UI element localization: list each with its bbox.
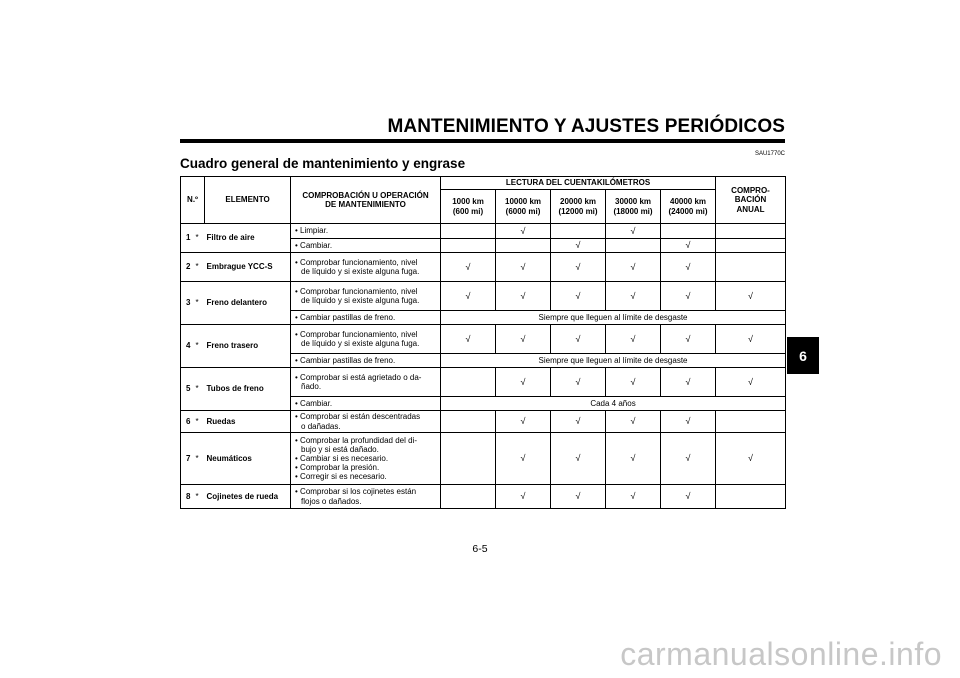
item-element: Embrague YCC-S [205,253,291,282]
check-mark: √ [606,325,661,354]
empty-cell [716,224,786,239]
table-row [181,253,786,282]
item-asterisk: * [196,433,205,485]
check-line: • Comprobar funcionamiento, nivel [295,257,418,267]
item-check-description [291,433,441,485]
header-km-2 [496,190,551,224]
check-mark: √ [551,282,606,311]
item-check-description [291,411,441,433]
header-km-1-a: 1000 km [452,197,484,207]
check-mark: √ [606,224,661,239]
check-line: • Comprobar la presión. [295,463,380,473]
check-line: • Comprobar funcionamiento, nivel [295,286,418,296]
check-mark: √ [441,253,496,282]
interval-note: Cada 4 años [441,397,786,411]
check-mark: √ [551,411,606,433]
check-mark: √ [551,253,606,282]
empty-cell [441,239,496,253]
item-number: 3 [181,282,196,325]
check-line: • Cambiar. [295,240,333,250]
empty-cell [551,224,606,239]
header-km-2-b: (6000 mi) [505,206,541,216]
chapter-tab: 6 [787,337,819,374]
interval-note: Siempre que lleguen al límite de desgaste [441,311,786,325]
check-mark: √ [441,325,496,354]
section-title: Cuadro general de mantenimiento y engrase [180,156,466,171]
check-line: • Cambiar pastillas de freno. [295,355,396,365]
check-mark: √ [496,433,551,485]
check-mark: √ [496,224,551,239]
item-check-description [291,311,441,325]
check-mark: √ [496,411,551,433]
table-row [181,433,786,485]
empty-cell [661,224,716,239]
empty-cell [716,485,786,509]
item-check-description [291,253,441,282]
table-row [181,224,786,239]
page-number: 6-5 [472,543,488,555]
item-number: 5 [181,368,196,411]
item-check-description [291,325,441,354]
check-mark: √ [661,411,716,433]
empty-cell [716,411,786,433]
header-num: N.º [181,177,205,224]
interval-note: Siempre que lleguen al límite de desgaste [441,354,786,368]
item-number: 4 [181,325,196,368]
header-odometer: LECTURA DEL CUENTAKILÓMETROS [441,177,716,190]
maintenance-table [180,176,786,509]
check-line: • Cambiar pastillas de freno. [295,312,396,322]
header-km-3-b: (12000 mi) [558,206,598,216]
page-header-title: MANTENIMIENTO Y AJUSTES PERIÓDICOS [387,116,785,137]
table-row [181,368,786,397]
header-annual-line1: COMPRO- [731,186,770,196]
item-check-description [291,397,441,411]
item-number: 8 [181,485,196,509]
check-mark: √ [661,239,716,253]
header-km-4-b: (18000 mi) [613,206,653,216]
header-km-4 [606,190,661,224]
empty-cell [441,368,496,397]
check-line: • Comprobar la profundidad del di- [295,435,417,445]
check-line: • Comprobar si está agrietado o da- [295,372,422,382]
table-row [181,485,786,509]
check-line: • Cambiar. [295,398,333,408]
item-element: Freno trasero [205,325,291,368]
check-line: o dañadas. [301,421,341,431]
header-km-5-a: 40000 km [670,197,707,207]
check-mark: √ [606,433,661,485]
empty-cell [441,224,496,239]
header-km-1-b: (600 mi) [452,206,484,216]
item-check-description [291,239,441,253]
check-mark: √ [551,239,606,253]
header-check [291,177,441,224]
check-mark: √ [551,433,606,485]
check-mark: √ [606,368,661,397]
item-asterisk: * [196,253,205,282]
check-mark: √ [606,253,661,282]
check-line: de líquido y si existe alguna fuga. [301,296,420,305]
check-mark: √ [661,433,716,485]
check-line: • Comprobar si están descentradas [295,412,421,422]
check-mark: √ [496,253,551,282]
check-mark: √ [496,282,551,311]
header-km-2-a: 10000 km [505,197,542,207]
check-line: bujo y si está dañado. [301,444,379,454]
item-asterisk: * [196,325,205,368]
check-mark: √ [496,368,551,397]
header-annual [716,177,786,224]
check-mark: √ [661,485,716,509]
item-check-description [291,354,441,368]
empty-cell [441,433,496,485]
check-mark: √ [551,368,606,397]
header-element: ELEMENTO [205,177,291,224]
empty-cell [441,485,496,509]
check-line: • Corregir si es necesario. [295,472,387,482]
item-check-description [291,368,441,397]
table-row [181,282,786,311]
check-line: • Limpiar. [295,226,329,236]
item-element: Tubos de freno [205,368,291,411]
check-mark: √ [661,368,716,397]
header-km-4-a: 30000 km [615,197,652,207]
header-km-3-a: 20000 km [560,197,597,207]
header-rule [180,139,785,143]
table-row [181,325,786,354]
check-mark: √ [661,325,716,354]
check-line: • Cambiar si es necesario. [295,453,389,463]
item-number: 7 [181,433,196,485]
table-row [181,411,786,433]
check-mark: √ [716,325,786,354]
item-number: 2 [181,253,196,282]
item-element: Freno delantero [205,282,291,325]
check-line: ñado. [301,382,322,391]
check-mark: √ [661,282,716,311]
check-mark: √ [716,282,786,311]
check-line: de líquido y si existe alguna fuga. [301,339,420,348]
check-line: • Comprobar funcionamiento, nivel [295,329,418,339]
header-km-3 [551,190,606,224]
item-element: Filtro de aire [205,224,291,253]
check-mark: √ [496,325,551,354]
item-asterisk: * [196,485,205,509]
check-mark: √ [551,485,606,509]
check-mark: √ [661,253,716,282]
check-mark: √ [551,325,606,354]
item-number: 6 [181,411,196,433]
check-mark: √ [716,368,786,397]
item-number: 1 [181,224,196,253]
header-km-1 [441,190,496,224]
header-km-5 [661,190,716,224]
item-asterisk: * [196,224,205,253]
item-check-description [291,282,441,311]
empty-cell [716,253,786,282]
item-check-description [291,485,441,509]
watermark: carmanualsonline.info [620,636,942,672]
item-asterisk: * [196,411,205,433]
header-check-line1: COMPROBACIÓN U OPERACIÓN [302,190,429,200]
check-mark: √ [441,282,496,311]
check-mark: √ [606,411,661,433]
check-mark: √ [606,282,661,311]
check-mark: √ [496,485,551,509]
empty-cell [496,239,551,253]
check-line: de líquido y si existe alguna fuga. [301,267,420,276]
item-check-description [291,224,441,239]
item-element: Ruedas [205,411,291,433]
check-mark: √ [606,485,661,509]
header-km-5-b: (24000 mi) [668,206,708,216]
item-element: Neumáticos [205,433,291,485]
header-check-line2: DE MANTENIMIENTO [325,200,406,209]
empty-cell [441,411,496,433]
check-line: flojos o dañados. [301,496,362,506]
check-mark: √ [716,433,786,485]
header-annual-line2: BACIÓN [734,195,767,205]
empty-cell [716,239,786,253]
check-line: • Comprobar si los cojinetes están [295,487,417,497]
item-element: Cojinetes de rueda [205,485,291,509]
header-annual-line3: ANUAL [736,204,765,214]
item-asterisk: * [196,282,205,325]
reference-code: SAU1770C [754,151,785,157]
empty-cell [606,239,661,253]
item-asterisk: * [196,368,205,411]
